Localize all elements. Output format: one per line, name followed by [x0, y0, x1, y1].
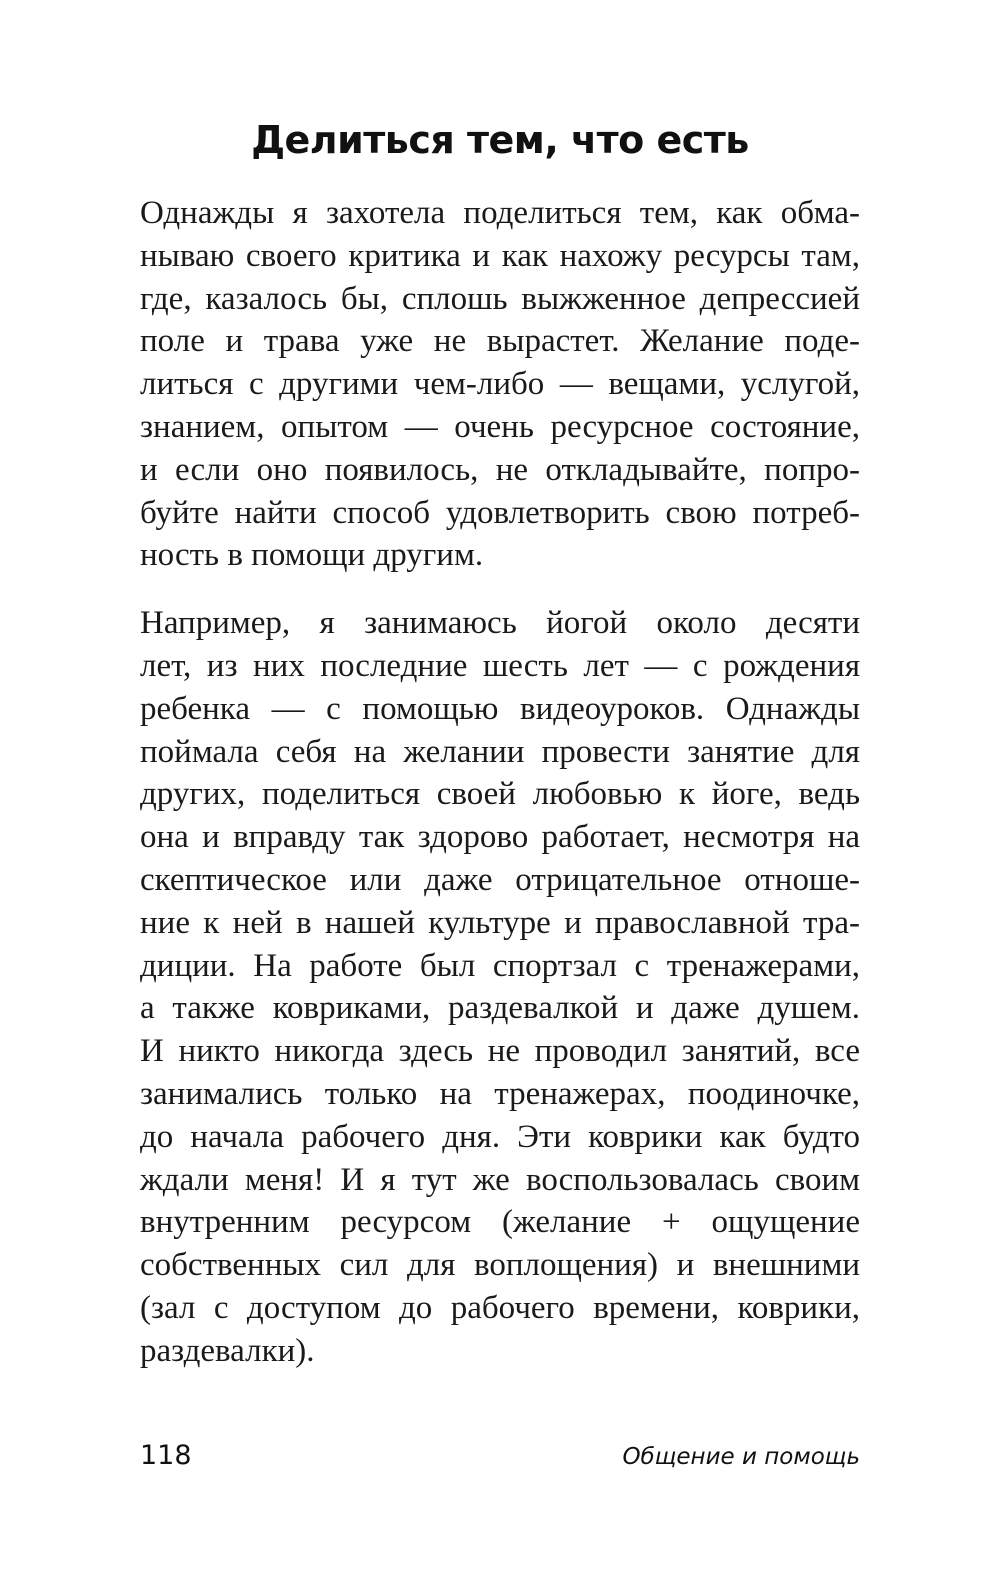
text-line: знанием, опытом — очень ресурсное состояние, [140, 408, 860, 445]
body-text [140, 192, 860, 1373]
text-line: Например, я занимаюсь йогой около десяти [140, 605, 860, 642]
text-line: лет, из них последние шесть лет — с рождения [140, 647, 860, 684]
text-line: где, казалось бы, сплошь выжженное депрессией [140, 280, 860, 317]
text-line: литься с другими чем-либо — вещами, услугой, [140, 366, 860, 403]
paragraph-1 [140, 192, 860, 577]
text-line: других, поделиться своей любовью к йоге, ведь [140, 776, 860, 813]
text-line: занимались только на тренажерах, поодиночке, [140, 1075, 860, 1112]
text-line: внутренним ресурсом (желание + ощущение [140, 1204, 860, 1241]
text-line: ждали меня! И я тут же воспользовалась своим [140, 1161, 860, 1198]
text-line: ребенка — с помощью видеоуроков. Однажды [140, 690, 860, 727]
page-number: 118 [140, 1440, 192, 1471]
text-line: и если оно появилось, не откладывайте, попро- [140, 451, 860, 488]
text-line: буйте найти способ удовлетворить свою потреб- [140, 494, 860, 531]
text-line: поймала себя на желании провести занятие для [140, 733, 860, 770]
text-line: ность в помощи другим. [140, 537, 484, 574]
text-line: скептическое или даже отрицательное отноше- [140, 861, 860, 898]
chapter-heading: Делиться тем, что есть [251, 118, 749, 162]
text-line: И никто никогда здесь не проводил занятий, все [140, 1033, 860, 1070]
text-line: диции. На работе был спортзал с тренажерами, [140, 947, 860, 984]
text-line: а также ковриками, раздевалкой и даже душем. [140, 990, 860, 1027]
running-footer-title: Общение и помощь [622, 1444, 860, 1470]
text-line: поле и трава уже не вырастет. Желание поде- [140, 323, 860, 360]
text-line: Однажды я захотела поделиться тем, как обма- [140, 195, 860, 231]
text-line: собственных сил для воплощения) и внешними [140, 1247, 860, 1284]
paragraph-2 [140, 602, 860, 1372]
text-line: раздевалки). [140, 1332, 315, 1369]
text-line: до начала рабочего дня. Эти коврики как будто [140, 1118, 860, 1155]
text-line: (зал с доступом до рабочего времени, коврики, [140, 1289, 860, 1326]
text-line: ние к ней в нашей культуре и православной тра- [140, 904, 860, 941]
text-line: нываю своего критика и как нахожу ресурсы там, [140, 237, 860, 274]
text-line: она и вправду так здорово работает, несмотря на [140, 819, 860, 856]
